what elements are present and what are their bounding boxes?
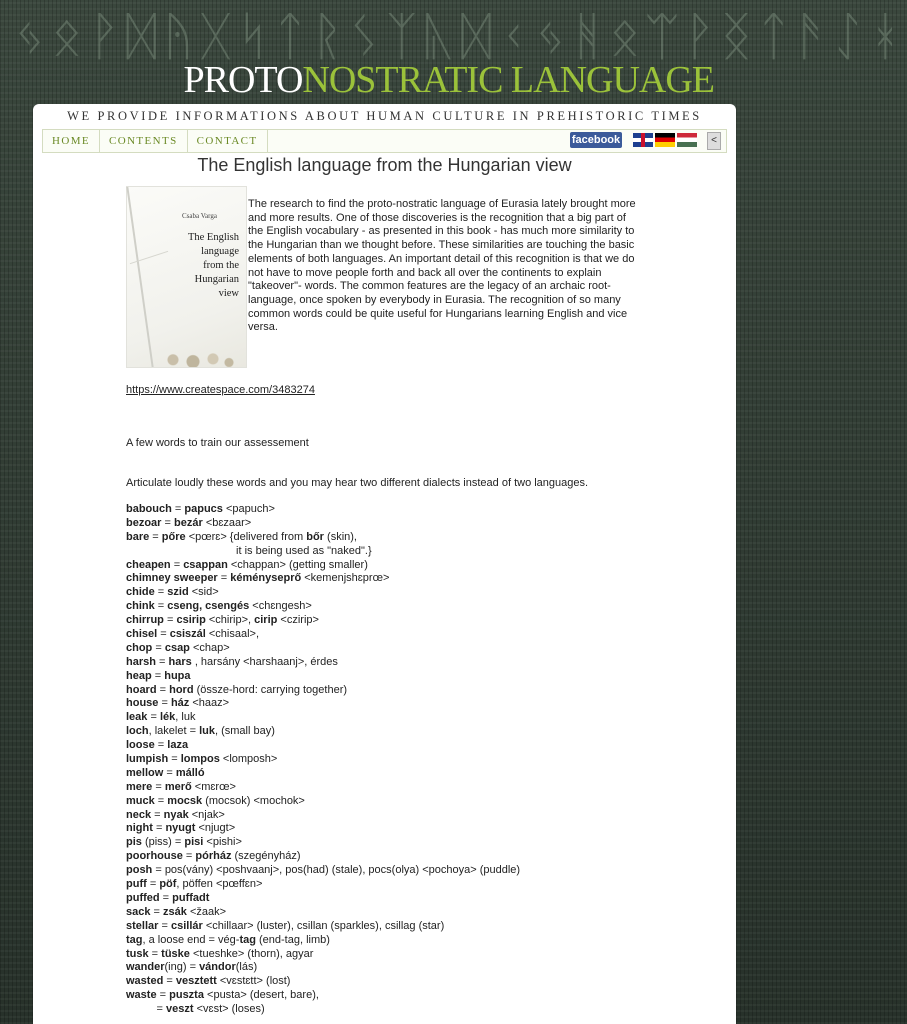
word-term: csappan — [183, 558, 228, 571]
word-note: = — [154, 586, 168, 599]
word-term: bare — [126, 530, 150, 543]
german-flag-icon[interactable] — [655, 133, 675, 147]
book-title-line: from the — [203, 260, 239, 271]
word-note: <chɛngesh> — [249, 600, 312, 613]
word-pair-row — [126, 892, 716, 906]
word-term: lumpish — [126, 753, 169, 766]
book-title-line: language — [201, 246, 239, 257]
word-note: , harsány <harshaanj>, érdes — [191, 655, 338, 668]
word-note: <lomposh> — [219, 753, 278, 766]
word-note: = — [171, 503, 185, 515]
word-term: luk — [199, 725, 215, 738]
word-note: = — [146, 878, 160, 891]
word-note: <chappan> (getting smaller) — [227, 558, 368, 571]
word-term: veszt — [166, 1003, 194, 1016]
word-term: bőr — [306, 530, 324, 543]
word-note: <tueshke> (thorn), agyar — [189, 947, 314, 960]
word-term: bezár — [174, 516, 203, 529]
word-term: merő — [164, 780, 192, 793]
word-note: = — [150, 905, 164, 918]
logo-rest: NOSTRATIC LANGUAGE — [302, 59, 714, 101]
word-note: = — [155, 655, 169, 668]
word-term: heap — [126, 669, 152, 682]
word-pair-row — [126, 586, 716, 600]
word-pair-row — [126, 600, 716, 614]
word-note: <njugt> — [195, 822, 236, 835]
word-note: = — [126, 1003, 167, 1016]
word-term: chide — [126, 586, 155, 599]
word-pair-row — [126, 711, 716, 725]
word-note: = — [148, 947, 162, 960]
word-term: puszta — [169, 989, 204, 1002]
word-note: <kemenjshɛprœ> — [301, 572, 390, 585]
word-term: csap — [164, 641, 190, 654]
nav-contact[interactable]: CONTACT — [188, 130, 268, 152]
word-term: night — [126, 822, 153, 835]
word-note: = — [161, 516, 175, 529]
word-pair-row — [126, 767, 716, 781]
word-note: <sid> — [188, 586, 219, 599]
word-term: posh — [126, 864, 153, 877]
cover-crack — [126, 187, 153, 367]
word-note: (ing) = — [164, 961, 200, 974]
word-term: hord — [169, 683, 194, 696]
word-note: <czirip> — [277, 614, 319, 627]
word-term: chisel — [126, 628, 158, 641]
word-pair-row — [126, 697, 716, 711]
word-term: chimney sweeper — [126, 572, 218, 585]
word-term: puffadt — [172, 891, 210, 904]
word-note: = — [170, 558, 184, 571]
word-term: csiszál — [169, 628, 206, 641]
word-term: kéményseprő — [230, 572, 302, 585]
word-term: house — [126, 697, 159, 710]
word-pair-row — [126, 517, 716, 531]
word-pair-row — [126, 809, 716, 823]
word-note: <bɛzaar> — [202, 516, 252, 529]
word-term: nyugt — [165, 822, 196, 835]
book-title-line: view — [218, 288, 239, 299]
word-note: = — [154, 739, 168, 752]
word-note: = — [152, 822, 166, 835]
word-term: tüske — [161, 947, 190, 960]
word-note: <chirip>, — [205, 614, 255, 627]
site-logo[interactable] — [184, 58, 715, 102]
word-term: cheapen — [126, 558, 171, 571]
word-term: loch — [126, 725, 149, 738]
logo-proto: PROTO — [183, 59, 303, 101]
word-term: papucs — [184, 503, 223, 515]
word-note: , (small bay) — [214, 725, 275, 738]
word-note: = — [168, 753, 181, 766]
word-term: pőre — [161, 530, 186, 543]
word-term: vesztett — [175, 975, 217, 988]
word-pair-row — [126, 795, 716, 809]
intro-paragraph: The research to find the proto-nostratic language of Eurasia lately brought more and more results. One of those discoveries is the recognition that a big part of the English vocabulary - as presented in this book - has much more similarity to the Hungarian than we thought before. These similarities are touching the basic elements of both languages. An important detail of this recognition is that we do not have to move people forth and back all over the continents to explain "takeover"- words. The common features are the legacy of an archaic root-language, once spoken by everybody in Eurasia. The recognition of so many common words could be quite useful for Hungarians learning English and vice versa. — [248, 198, 636, 334]
content-page — [33, 104, 736, 1024]
word-note: (lás) — [235, 961, 258, 974]
book-title-line: The English — [187, 232, 239, 243]
word-note: it is being used as "naked".} — [126, 544, 372, 557]
word-pair-row — [126, 781, 716, 795]
word-note: = — [158, 697, 171, 710]
word-term: babouch — [126, 503, 172, 515]
word-term: tag — [239, 933, 256, 946]
word-pair-row — [126, 878, 716, 892]
word-note: = — [154, 600, 168, 613]
nav-bar — [42, 129, 727, 153]
word-note: (szegényház) — [231, 850, 301, 863]
word-pair-row — [126, 906, 716, 920]
uk-flag-icon[interactable] — [633, 133, 653, 147]
word-note: <chisaal>, — [205, 628, 260, 641]
word-pair-row — [126, 961, 716, 975]
word-term: puff — [126, 878, 147, 891]
word-term: chink — [126, 600, 155, 613]
book-title-line: Hungarian — [194, 274, 239, 285]
word-note: <chap> — [189, 641, 230, 654]
facebook-button[interactable]: facebook — [571, 134, 621, 146]
word-term: hoard — [126, 683, 157, 696]
word-term: loose — [126, 739, 155, 752]
word-note: <papuch> — [222, 503, 275, 515]
word-note: = — [182, 850, 196, 863]
word-term: pöf — [159, 878, 177, 891]
word-note: = — [149, 530, 162, 543]
createspace-link[interactable]: https://www.createspace.com/3483274 — [126, 384, 315, 396]
book-cover-image[interactable] — [126, 186, 247, 368]
back-arrow-button[interactable]: < — [707, 132, 721, 150]
word-note: = — [163, 975, 176, 988]
word-term: vándor — [199, 961, 236, 974]
word-term: cseng, csengés — [167, 600, 250, 613]
rune-decoration: ᛃᛟᚹᛞᚤᚷᛋᛏᚱᛊᛉᚣᛞᚲᛃᚻᛟᛠᚹᛝᛏᚫᛇᚼ — [14, 7, 907, 67]
word-term: poorhouse — [126, 850, 183, 863]
word-list — [126, 503, 716, 1017]
word-note: (end-tag, limb) — [255, 933, 330, 946]
word-term: wander — [126, 961, 165, 974]
word-term: pisi — [184, 836, 204, 849]
word-term: mere — [126, 780, 153, 793]
word-pair-row — [126, 503, 716, 517]
word-term: laza — [167, 739, 189, 752]
word-term: pórház — [195, 850, 232, 863]
word-pair-row — [126, 559, 716, 573]
word-term: mocsk — [167, 794, 203, 807]
word-pair-row — [126, 531, 716, 545]
word-pair-row — [126, 739, 716, 753]
word-note: = — [159, 891, 173, 904]
word-term: zsák — [163, 905, 187, 918]
word-pair-row — [126, 684, 716, 698]
word-note: <mɛrœ> — [191, 780, 236, 793]
tagline: WE PROVIDE INFORMATIONS ABOUT HUMAN CULTURE IN PREHISTORIC TIMES — [67, 109, 702, 123]
word-note: <haaz> — [189, 697, 230, 710]
word-note: = — [154, 794, 168, 807]
word-term: tusk — [126, 947, 149, 960]
word-term: tag — [126, 933, 143, 946]
word-term: stellar — [126, 919, 159, 932]
word-note: = — [151, 808, 164, 821]
word-term: chop — [126, 641, 153, 654]
word-term: szid — [167, 586, 189, 599]
word-note: (skin), — [323, 530, 357, 543]
word-term: csillár — [170, 919, 203, 932]
word-note: <pishi> — [203, 836, 242, 849]
word-term: sack — [126, 905, 151, 918]
word-note: <vɛst> (loses) — [193, 1003, 265, 1016]
word-pair-row — [126, 864, 716, 878]
word-note: (piss) = — [141, 836, 185, 849]
page-title: The English language from the Hungarian view — [197, 155, 572, 175]
word-pair-row — [126, 628, 716, 642]
word-note: <chillaar> (luster), csillan (sparkles), csillag (star) — [202, 919, 445, 932]
word-term: bezoar — [126, 516, 162, 529]
word-pair-row — [126, 920, 716, 934]
book-author: Csaba Varga — [182, 212, 217, 220]
word-pair-row — [126, 670, 716, 684]
word-term: chirrup — [126, 614, 164, 627]
word-term: waste — [126, 989, 157, 1002]
word-term: leak — [126, 711, 148, 724]
word-note: <pusta> (desert, bare), — [203, 989, 319, 1002]
word-note: <njak> — [188, 808, 225, 821]
word-term: cirip — [254, 614, 278, 627]
word-term: harsh — [126, 655, 156, 668]
word-term: hars — [168, 655, 192, 668]
word-term: neck — [126, 808, 152, 821]
word-note: = — [147, 711, 160, 724]
word-pair-row — [126, 948, 716, 962]
word-note: = — [163, 766, 176, 779]
word-term: nyak — [163, 808, 189, 821]
word-note: <žaak> — [186, 905, 227, 918]
word-pair-row — [126, 753, 716, 767]
word-term: málló — [175, 766, 205, 779]
word-note: , pöffen <pœffɛn> — [176, 878, 263, 891]
word-term: ház — [170, 697, 190, 710]
word-note: , lakelet = — [148, 725, 200, 738]
word-pair-row — [126, 656, 716, 670]
word-note: = pos(vány) <poshvaanj>, pos(had) (stale), pocs(olya) <pochoya> (puddle) — [152, 864, 521, 877]
word-note: = — [163, 614, 177, 627]
word-pair-row — [126, 989, 716, 1003]
word-note: = — [156, 989, 170, 1002]
word-term: wasted — [126, 975, 164, 988]
word-pair-row — [126, 836, 716, 850]
nav-home[interactable]: HOME — [43, 130, 100, 152]
word-note: = — [158, 919, 171, 932]
word-pair-row — [126, 934, 716, 948]
word-pair-row — [126, 850, 716, 864]
instruction-text: Articulate loudly these words and you may hear two different dialects instead of two languages. — [126, 477, 589, 489]
word-term: hupa — [164, 669, 191, 682]
word-note: <vɛstɛtt> (lost) — [216, 975, 291, 988]
word-note: <pœrɛ> {delivered from — [185, 530, 307, 543]
cover-flowers — [157, 349, 237, 367]
word-note: , luk — [175, 711, 196, 724]
word-note: = — [217, 572, 231, 585]
nav-contents[interactable]: CONTENTS — [100, 130, 188, 152]
word-term: muck — [126, 794, 155, 807]
word-pair-row — [126, 975, 716, 989]
word-note: (össze-hord: carrying together) — [193, 683, 348, 696]
word-note: = — [152, 641, 165, 654]
word-pair-row — [126, 822, 716, 836]
word-term: mellow — [126, 766, 164, 779]
word-term: pis — [126, 836, 142, 849]
word-pair-row — [126, 725, 716, 739]
word-term: lék — [159, 711, 176, 724]
word-term: puffed — [126, 891, 160, 904]
word-note: = — [151, 669, 165, 682]
word-pair-row — [126, 545, 716, 559]
word-note: = — [156, 683, 170, 696]
word-term: csirip — [176, 614, 206, 627]
word-pair-row — [126, 614, 716, 628]
hungarian-flag-icon[interactable] — [677, 133, 697, 147]
word-note: (mocsok) <mochok> — [202, 794, 305, 807]
word-note: , a loose end = vég- — [142, 933, 240, 946]
site-header — [0, 0, 907, 104]
word-pair-row — [126, 572, 716, 586]
word-term: lompos — [180, 753, 220, 766]
section-heading: A few words to train our assessement — [126, 437, 309, 449]
word-pair-row — [126, 1003, 716, 1017]
word-pair-row — [126, 642, 716, 656]
book-title — [163, 231, 239, 301]
word-note: = — [152, 780, 165, 793]
word-note: = — [157, 628, 170, 641]
